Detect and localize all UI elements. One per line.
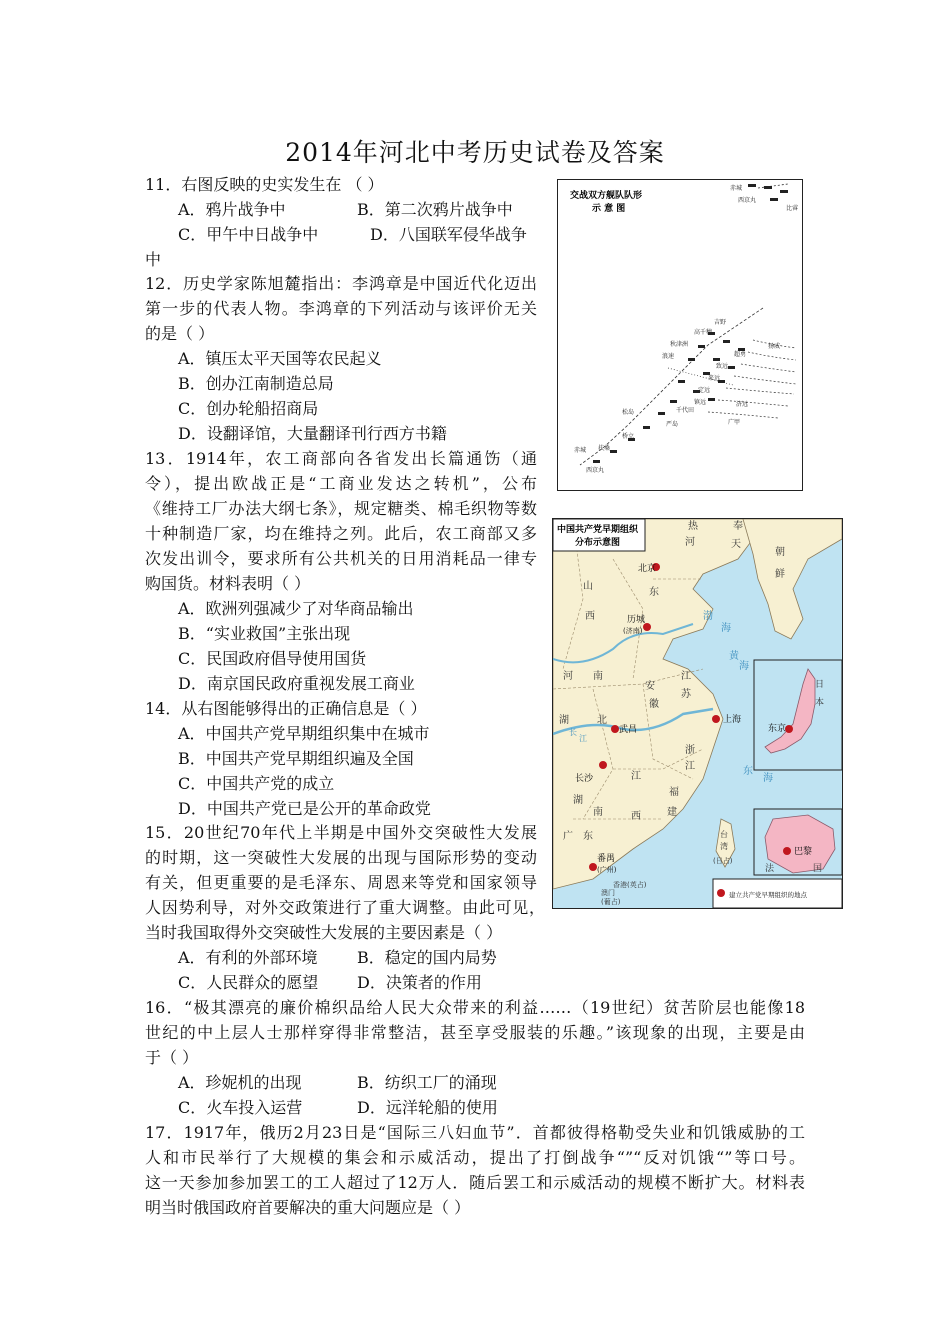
svg-text:徽: 徽 [649,699,659,710]
svg-text:苏: 苏 [681,689,691,700]
fleet-diagram-title-1: 交战双方舰队队形 [570,191,643,201]
svg-text:福: 福 [669,787,679,798]
label-guangjia: 广甲 [728,419,741,426]
svg-text:长: 长 [569,728,577,737]
label-chiyoda: 千代田 [676,407,695,414]
svg-text:江: 江 [685,761,695,772]
q15-stem-3: 有关，但更重要的是毛泽东、周恩来等党和国家领导 [145,873,537,892]
fleet-formation-diagram [558,180,802,490]
label-akagi: 赤城 [574,447,587,454]
q13-stem-3: 《维持工厂办法大纲七条》，规定糖类、棉毛织物等数 [145,499,537,518]
q13-option-a: A．欧洲列强减少了对华商品输出 [178,599,414,618]
city-guangzhou: 番禺 [597,854,616,864]
svg-text:安: 安 [645,681,655,692]
q11-option-b: B．第二次鸦片战争中 [357,200,513,219]
label-dingyuan: 定远 [698,387,711,394]
svg-text:江: 江 [631,771,641,782]
svg-text:东: 东 [743,766,753,777]
q13-option-b: B．“实业救国”主张出现 [178,624,351,643]
city-jinan-sub: (济南) [623,627,643,635]
q11-option-c: C．甲午中日战争中 [178,225,319,244]
q11-option-d: D．八国联军侵华战争 [370,225,527,244]
q16-stem-2: 世纪的中上层人士那样穿得非常整洁，甚至享受服装的乐趣。”该现象的出现，主要是由 [145,1023,805,1042]
map-title-2: 分布示意图 [575,538,621,548]
svg-text:奉: 奉 [733,521,743,532]
svg-text:台: 台 [720,830,728,839]
label-fuso: 扶桑 [598,445,611,452]
svg-text:河: 河 [563,671,573,682]
svg-text:海: 海 [721,623,731,634]
q15-option-c: C．人民群众的愿望 [178,973,319,992]
svg-text:浙: 浙 [685,745,695,756]
svg-text:江: 江 [579,734,587,743]
q12-option-d: D．设翻译馆，大量翻译刊行西方书籍 [178,424,447,443]
q15-stem-4: 人因势利导，对外交政策进行了重大调整。由此可见， [145,898,545,917]
svg-text:赤城: 赤城 [730,185,743,192]
svg-text:国: 国 [813,864,823,874]
svg-text:湖: 湖 [573,795,583,806]
q16-option-d: D．远洋轮船的使用 [357,1098,498,1117]
map-title-1: 中国共产党早期组织 [557,525,639,535]
svg-text:海: 海 [763,773,773,784]
svg-text:海: 海 [739,661,749,672]
svg-text:(日占): (日占) [713,857,733,865]
label-itsukushima: 严岛 [666,421,679,428]
q16-option-b: B．纺织工厂的涌现 [357,1073,497,1092]
svg-text:广: 广 [563,831,573,842]
svg-text:法: 法 [765,864,775,874]
label-takachiho: 高千穗 [694,329,713,336]
q17-stem-1: 17．1917年，俄历2月23日是“国际三八妇血节”．首都彼得格勒受失业和饥饿威胁的工 [145,1123,805,1142]
svg-text:江: 江 [681,671,691,682]
svg-text:湖: 湖 [559,715,569,726]
svg-text:山: 山 [583,581,593,592]
label-akitsushima: 秋津洲 [670,341,689,348]
q13-stem-5: 次发出训令，要求所有公共机关的日用消耗品一律专 [145,549,537,568]
svg-text:河: 河 [685,537,695,548]
fleet-diagram-title-2: 示 意 图 [592,204,626,214]
q16-option-c: C．火车投入运营 [178,1098,303,1117]
q12-stem-3: 的是（ ） [145,324,215,343]
q11-stem: 11．右图反映的史实发生在 （ ） [145,175,384,194]
q12-option-c: C．创办轮船招商局 [178,399,319,418]
svg-text:黄: 黄 [729,651,739,662]
q13-option-d: D．南京国民政府重视发展工商业 [178,674,415,693]
city-wuhan: 武昌 [619,725,638,735]
q14-option-d: D．中国共产党已是公开的革命政党 [178,799,431,818]
city-paris: 巴黎 [794,847,813,857]
q13-stem-6: 购国货。材料表明（ ） [145,574,311,593]
svg-text:东: 东 [649,587,659,598]
label-chaoyong: 超勇 [734,351,747,358]
svg-text:东: 东 [583,831,593,842]
q13-stem-1: 13．1914年，农工商部向各省发出长篇通饬（通 [145,449,537,468]
svg-text:湾: 湾 [720,842,728,851]
q14-option-a: A．中国共产党早期组织集中在城市 [178,724,430,743]
label-yangwei: 扬威 [768,343,781,350]
label-zhiyuan: 致远 [716,363,729,370]
svg-text:天: 天 [731,539,741,550]
q12-stem-2: 第一步的代表人物。李鸿章的下列活动与该评价无关 [145,299,537,318]
label-hashidate: 桥立 [622,433,635,440]
q15-stem-5: 当时我国取得外交突破性大发展的主要因素是（ ） [145,923,503,942]
fleet-formation-figure [557,179,803,491]
city-guangzhou-sub: (广州) [597,866,617,874]
city-changsha: 长沙 [575,774,594,784]
label-jiyuan: 济远 [736,401,749,408]
svg-text:香港(英占): 香港(英占) [613,881,647,889]
city-jinan: 历城 [627,615,646,625]
svg-text:朝: 朝 [775,547,785,558]
q14-stem: 14．从右图能够得出的正确信息是（ ） [145,699,427,718]
city-shanghai: 上海 [723,715,742,725]
cpc-map-svg [553,519,842,908]
q15-option-d: D．决策者的作用 [357,973,482,992]
q15-stem-2: 的时期，这一突破性大发展的出现与国际形势的变动 [145,848,537,867]
q13-stem-4: 十种制造厂家，均在维持之列。此后，农工商部又多 [145,524,537,543]
q15-stem-1: 15．20世纪70年代上半期是中国外交突破性大发展 [145,823,537,842]
svg-text:日: 日 [815,680,825,690]
q17-stem-2: 人和市民举行了大规模的集会和示威活动，提出了打倒战争“”“反对饥饿“”等口号。 [145,1148,805,1167]
svg-text:渤: 渤 [703,611,713,622]
q11-option-a: A．鸦片战争中 [178,200,286,219]
svg-text:西京丸: 西京丸 [738,197,757,204]
q16-stem-3: 于（ ） [145,1048,199,1067]
svg-text:西: 西 [585,611,595,622]
q16-stem-1: 16．“极其漂亮的廉价棉织品给人民大众带来的利益……（19世纪）贫苦阶层也能像18 [145,998,805,1017]
q17-stem-3: 这一天参加参加罢工的工人超过了12万人．随后罢工和示威活动的规模不断扩大。材料表 [145,1173,805,1192]
svg-text:本: 本 [815,698,825,708]
q14-option-c: C．中国共产党的成立 [178,774,335,793]
q13-option-c: C．民国政府倡导使用国货 [178,649,367,668]
q13-stem-2: 令），提出欧战正是“工商业发达之转机”，公布 [145,474,537,493]
label-laiyuan: 来远 [708,375,721,382]
svg-text:澳门: 澳门 [601,889,615,897]
svg-text:(葡占): (葡占) [601,898,621,906]
q12-option-b: B．创办江南制造总局 [178,374,334,393]
q12-stem-1: 12．历史学家陈旭麓指出：李鸿章是中国近代化迈出 [145,274,537,293]
city-beijing: 北京 [638,564,657,574]
label-yoshino: 吉野 [714,319,727,326]
q12-option-a: A．镇压太平天国等农民起义 [178,349,382,368]
legend-text: 建立共产党早期组织的地点 [729,891,807,899]
svg-text:南: 南 [593,807,603,818]
svg-text:鲜: 鲜 [775,569,785,580]
svg-text:建: 建 [667,807,677,818]
japanese-fleet-track [580,184,788,465]
label-matsushima: 松岛 [622,409,635,416]
q14-option-b: B．中国共产党早期组织遍及全国 [178,749,414,768]
q15-option-a: A．有利的外部环境 [178,948,318,967]
svg-text:南: 南 [593,671,603,682]
ship-markers [593,184,788,463]
q11-option-d-cont: 中 [145,250,162,269]
svg-text:比睿: 比睿 [786,205,799,212]
page-title: 2014年河北中考历史试卷及答案 [285,138,665,167]
svg-text:热: 热 [688,521,698,532]
city-tokyo: 东京 [768,724,787,734]
label-naniwa: 浪速 [662,353,675,360]
svg-text:北: 北 [597,715,607,726]
q16-option-a: A．珍妮机的出现 [178,1073,302,1092]
q15-option-b: B．稳定的国内局势 [357,948,497,967]
cpc-early-organization-map [552,518,843,909]
label-saikyo-maru: 西京丸 [586,467,605,474]
svg-text:西: 西 [631,811,641,822]
q17-stem-4: 明当时俄国政府首要解决的重大问题应是（ ） [145,1198,471,1217]
label-zhenyuan: 镇远 [694,399,707,406]
